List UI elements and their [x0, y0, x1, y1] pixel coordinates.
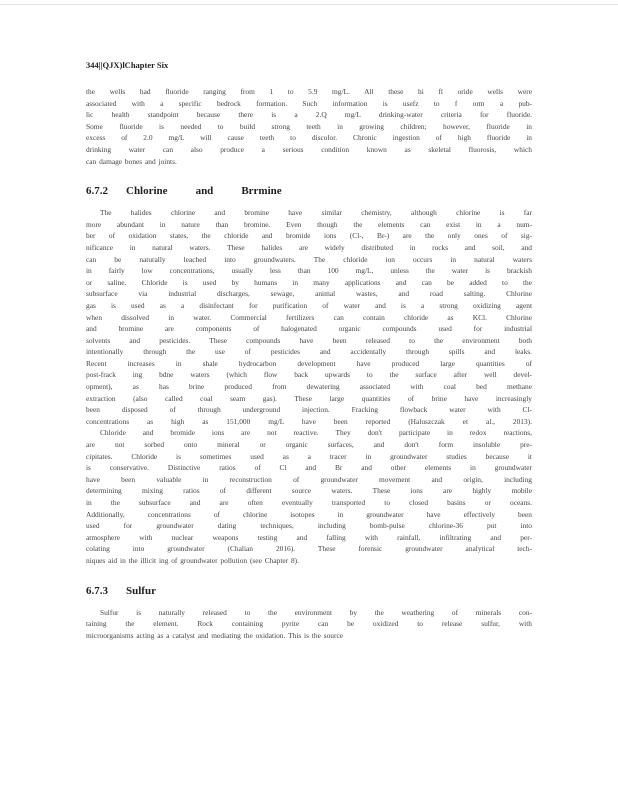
text-line: Additionally, concentrations of chlorine isotopes in groundwater have effectively been	[86, 509, 532, 519]
text-line: the wells had fluoride ranging from 1 to 5.9 mg/L. All these hi fl oride wells were	[86, 87, 532, 96]
book-page	[86, 60, 532, 641]
text-line: associated with a specific bedrock formation. Such information is usefz to f orm a pub-	[86, 98, 532, 108]
text-line: Chloride and bromide ions are not reactive. They don't participate in redox reactions,	[100, 428, 532, 438]
text-line: niques aid in the illicit ing of groundwater pollution (see Chapter 8).	[86, 555, 299, 565]
section-heading-sulfur	[86, 585, 532, 597]
text-line: in fairly low concentrations, usually less than 100 mg/L, unless the water is brackish	[86, 266, 532, 276]
text-line: have been valuable in reconstruction of groundwater movement and origin, including	[86, 474, 532, 484]
sulfur-paragraph	[86, 607, 532, 642]
text-line: concentrations as high as 151,000 mg/L have been reported (Haluszczak et al., 2013).	[86, 416, 532, 426]
text-line: ber of oxidation states, the chloride and bromide ions (Cl-, Br-) are the only ones of sig-	[86, 231, 532, 241]
intro-paragraph	[86, 86, 532, 167]
text-line: used for groundwater dating techniques, including bomb-pulse chlorine-36 put into	[86, 521, 532, 531]
text-line: excess of 2.0 mg/L will cause teeth to discolor. Chronic ingestion of high fluoride in	[86, 133, 532, 143]
chlorine-bromine-paragraph	[86, 207, 532, 566]
text-line: intentionally through the use of pesticides and accidentally through spills and leaks.	[86, 347, 532, 357]
section-title-word: Brrmine	[241, 185, 282, 198]
text-line: in the subsurface and are often eventually transported to closed basins or oceans.	[86, 498, 532, 507]
section-title-word: Chlorine	[126, 185, 168, 198]
text-line: colating into groundwater (Chalian 2016). These forensic groundwater analytical tech-	[86, 544, 532, 554]
text-line: taining the element. Rock containing pyrite can be oxidized to release sulfur, with	[86, 619, 532, 629]
text-line: subsurface via industrial discharges, sewage, animal wastes, and road salting. Chlorine	[86, 289, 532, 299]
text-line: post-frack ing bdne waters (which flow back upwards to the surface after well devel-	[86, 370, 532, 380]
text-line: solvents and pesticides. These compounds have been released to the environment both	[86, 335, 532, 345]
text-line: cipitates. Chloride is sometimes used as a tracer in groundwater studies because it	[86, 451, 532, 461]
text-line: atmosphere with nuclear weapons testing and falling with rainfall, infiltrating and per-	[86, 532, 532, 542]
section-title-word: and	[195, 185, 214, 198]
top-rule	[0, 4, 618, 5]
text-line: opment), as has brine produced from dewatering associated with coal bed methane	[86, 382, 532, 392]
text-line: microorganisms acting as a catalyst and mediating the oxidation. This is the source	[86, 630, 343, 640]
text-line: is conservative. Distinctive ratios of Cl and Br and other elements in groundwater	[86, 463, 532, 473]
text-line: Recent increases in shale hydrocarbon development have produced large quantities of	[86, 358, 532, 368]
text-line: been disposed of through underground injection. Fracking flowback water with Cl-	[86, 405, 532, 415]
running-head: 344||QJX)lChapter Six	[86, 60, 169, 70]
text-line: determining mixing ratios of different source waters. These ions are highly mobile	[86, 486, 532, 496]
text-line: and bromine are components of halogenated organic compounds used for industrial	[86, 324, 532, 334]
text-line: Some fluoride is needed to build strong teeth in growing children; however, fluoride in	[86, 121, 532, 131]
text-line: gas is used as a disinfectant for purification of water and is a strong oxidizing agent	[86, 300, 532, 310]
section-number: 6.7.3	[86, 584, 108, 597]
text-line: can damage bones and joints.	[86, 156, 177, 166]
text-line: The halides chlorine and bromine have similar chemistry, although chlorine is far	[100, 208, 532, 218]
text-line: or saline. Chloride is used by humans in many applications and can be added to the	[86, 277, 532, 287]
text-line: lic health standpoint because there is a 2.Q mg/L drinking-water criteria for fluoride.	[86, 110, 532, 120]
text-line: extraction (also called coal seam gas). These large quantities of brine have increasingly	[86, 393, 532, 403]
text-line: more abundant in nature than bromine. Even though the elements can exist in a num-	[86, 219, 532, 229]
text-line: when dissolved in water. Commercial fertilizers can contain chloride as KCl. Chlorine	[86, 312, 532, 322]
text-line: drinking water can also produce a serious condition known as skeletal fluorosis, which	[86, 144, 532, 154]
text-line: are not sorbed onto mineral or organic surfaces, and don't form insoluble pre-	[86, 440, 532, 450]
text-line: Sulfur is naturally released to the environment by the weathering of minerals con-	[100, 607, 532, 617]
section-title: Sulfur	[126, 584, 156, 597]
text-line: nificance in natural waters. These halides are widely distributed in rocks and soil, and	[86, 242, 532, 252]
text-line: can be naturally leached into groundwaters. The chloride ion occurs in natural waters	[86, 254, 532, 264]
section-heading-chlorine-bromine	[86, 185, 532, 197]
section-number: 6.7.2	[86, 185, 108, 198]
